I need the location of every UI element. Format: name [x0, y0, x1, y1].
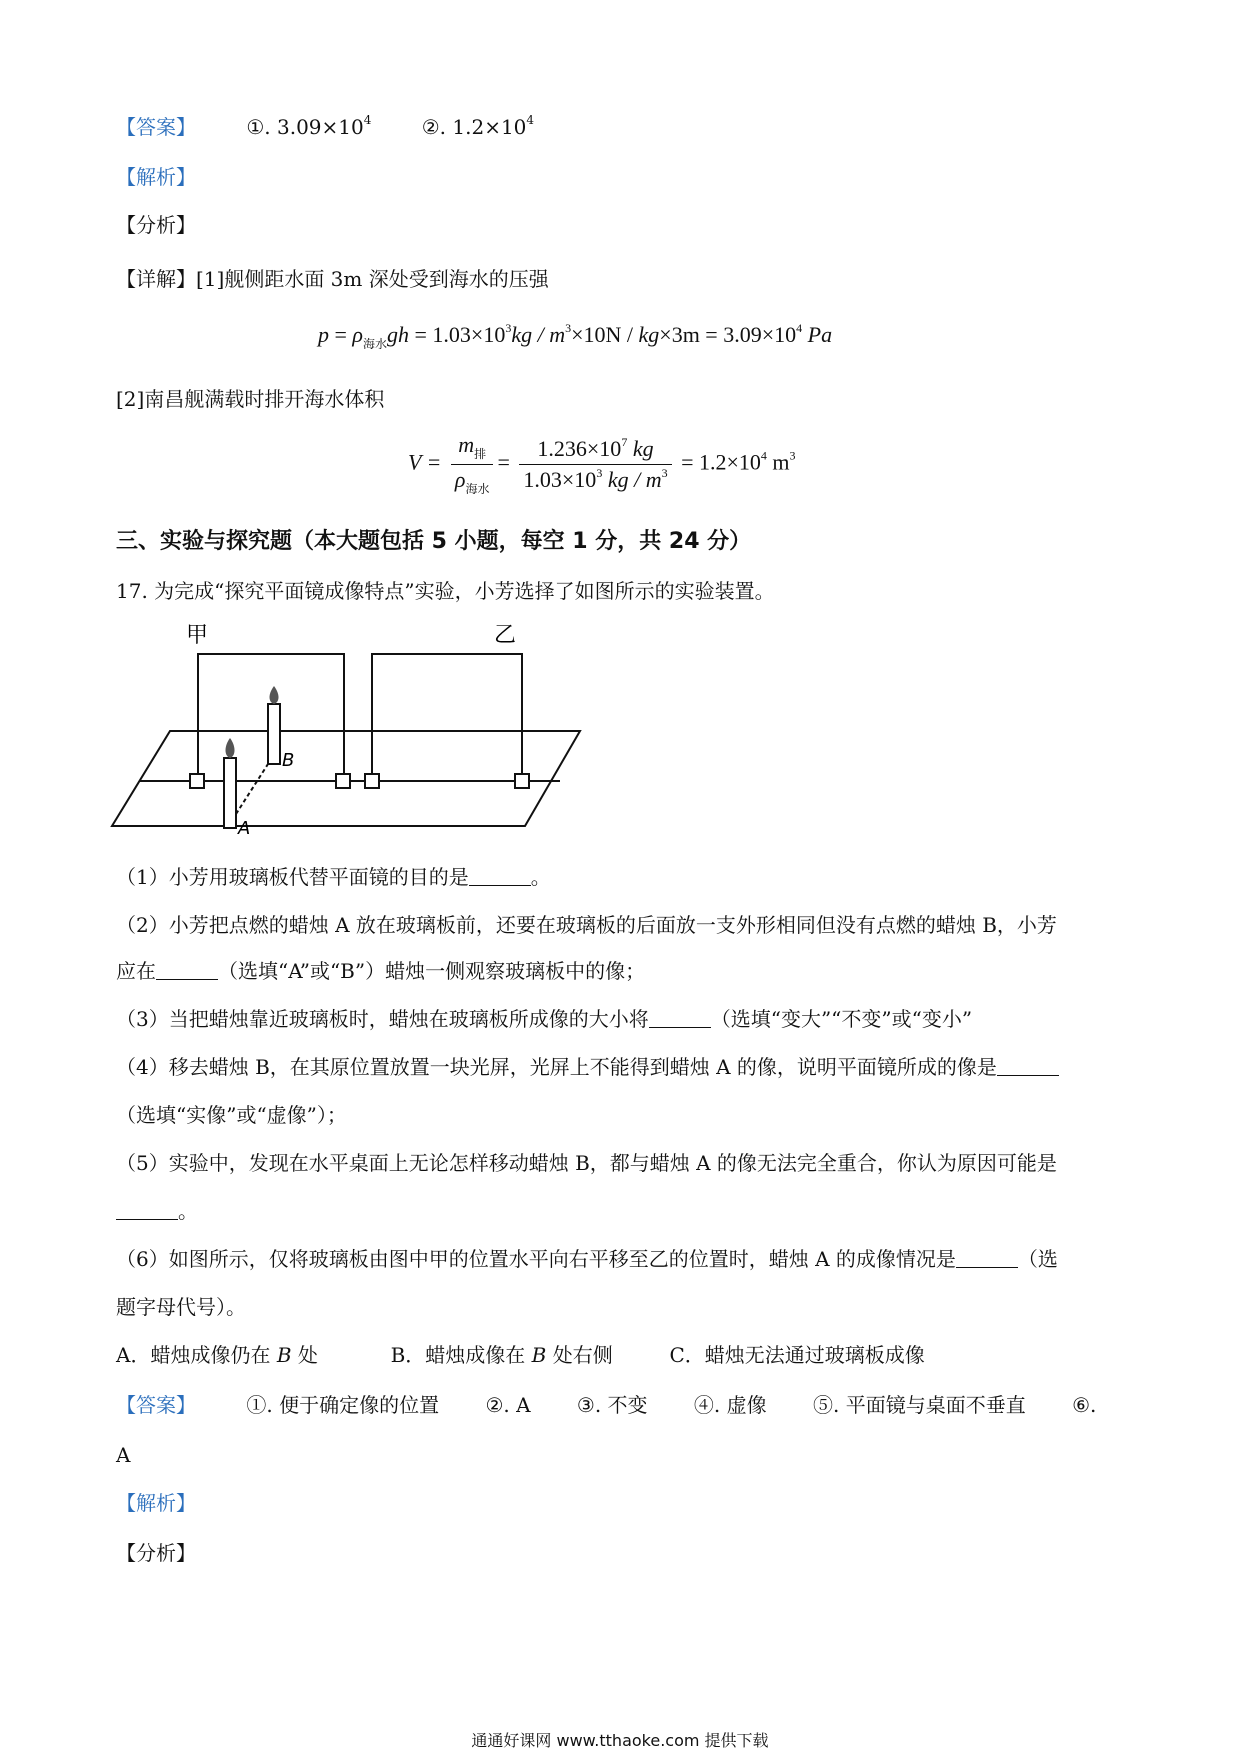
fenxi-tag-2: 【分析】: [116, 1541, 196, 1565]
clip-3: [365, 774, 379, 788]
question-17: 17. 为完成“探究平面镜成像特点”实验，小芳选择了如图所示的实验装置。: [116, 579, 775, 603]
answer-line-2: 【答案】 ①. 便于确定像的位置 ②. A ③. 不变 ④. 虚像 ⑤. 平面镜与桌面不垂直 ⑥.: [116, 1393, 1097, 1417]
blank-1[interactable]: [469, 867, 531, 886]
blank-5[interactable]: [116, 1201, 178, 1220]
label-a: A: [238, 818, 251, 836]
option-b: B．蜡烛成像在 B 处右侧: [390, 1343, 613, 1367]
mirror-experiment-figure: [100, 616, 600, 836]
sub-question-4b: （选填“实像”或“虚像”）；: [116, 1103, 347, 1127]
line-2: [2]南昌舰满载时排开海水体积: [116, 387, 385, 411]
blank-6[interactable]: [956, 1249, 1018, 1268]
sub-question-5b: 。: [116, 1196, 198, 1226]
sub-question-6b: 题字母代号）。: [116, 1295, 246, 1319]
analysis-tag-2: 【解析】: [116, 1491, 196, 1515]
flame-a: [226, 738, 235, 758]
pressure-formula: $p = \rho_{海水}gh = 1.03\times 10^3kg / m^3\times 10N / kg\times 3m = 3.09\times 10^4$ Pa: [318, 321, 833, 351]
answer-item-2: ②. $1.2\times 10^4$: [421, 113, 535, 139]
answer-item-1: ①. $3.09\times 10^4$: [246, 113, 372, 139]
options-line: [116, 1340, 925, 1370]
candle-b: [268, 704, 280, 764]
option-c: C．蜡烛无法通过玻璃板成像: [669, 1343, 925, 1367]
volume-formula: V = $\frac{m_排}{\rho_{海水}}$ = $\frac{1.236\times 10^7 kg}{1.03\times 10^3 kg / m^3}$ = $1.2\times 10^4$ $m^3$: [408, 432, 796, 496]
answer-tag-2: 【答案】: [116, 1393, 196, 1417]
answer-tag: 【答案】: [116, 115, 196, 139]
label-jia: 甲: [186, 623, 209, 648]
sub-question-3: （3）当把蜡烛靠近玻璃板时，蜡烛在玻璃板所成像的大小将 （选填“变大”“不变”或“变小”: [116, 1007, 973, 1031]
sub-question-1: （1）小芳用玻璃板代替平面镜的目的是 。: [116, 865, 551, 889]
answer-continued: A: [116, 1443, 131, 1467]
detail-line-1: 【详解】[1]舰侧距水面 3m 深处受到海水的压强: [116, 267, 549, 291]
sub-question-4a: （4）移去蜡烛 B，在其原位置放置一块光屏，光屏上不能得到蜡烛 A 的像，说明平面镜所成的像是: [116, 1052, 1059, 1082]
candle-a: [224, 758, 236, 828]
sub-question-5a: （5）实验中，发现在水平桌面上无论怎样移动蜡烛 B，都与蜡烛 A 的像无法完全重合，你认为原因可能是: [116, 1151, 1057, 1175]
frac-values: $\frac{1.236\times 10^7 kg}{1.03\times 10^3 kg / m^3}$: [519, 436, 671, 493]
analysis-tag: 【解析】: [116, 165, 196, 189]
clip-2: [336, 774, 350, 788]
flame-b: [270, 686, 279, 704]
option-a: A．蜡烛成像仍在 B 处: [116, 1343, 318, 1367]
label-yi: 乙: [494, 623, 517, 648]
clip-1: [190, 774, 204, 788]
answer-line-1: [116, 112, 534, 142]
section-3-heading: 三、实验与探究题（本大题包括 5 小题，每空 1 分，共 24 分）: [116, 529, 752, 554]
blank-4[interactable]: [997, 1057, 1059, 1076]
fenxi-tag: 【分析】: [116, 213, 196, 237]
frame-yi: [372, 654, 522, 781]
blank-2[interactable]: [156, 961, 218, 980]
sub-question-2b: 应在 （选填“A”或“B”）蜡烛一侧观察玻璃板中的像；: [116, 959, 646, 983]
label-b: B: [282, 750, 295, 771]
clip-4: [515, 774, 529, 788]
sub-question-2a: （2）小芳把点燃的蜡烛 A 放在玻璃板前，还要在玻璃板的后面放一支外形相同但没有点燃的蜡烛 B，小芳: [116, 913, 1057, 937]
frac-m-rho: $\frac{m_排}{\rho_{海水}}$: [451, 432, 494, 497]
page-footer: 通通好课网 www.tthaoke.com 提供下载: [471, 1731, 769, 1750]
sub-question-6a: （6）如图所示，仅将玻璃板由图中甲的位置水平向右平移至乙的位置时，蜡烛 A 的成像情况是 （选: [116, 1247, 1058, 1271]
blank-3[interactable]: [649, 1009, 711, 1028]
